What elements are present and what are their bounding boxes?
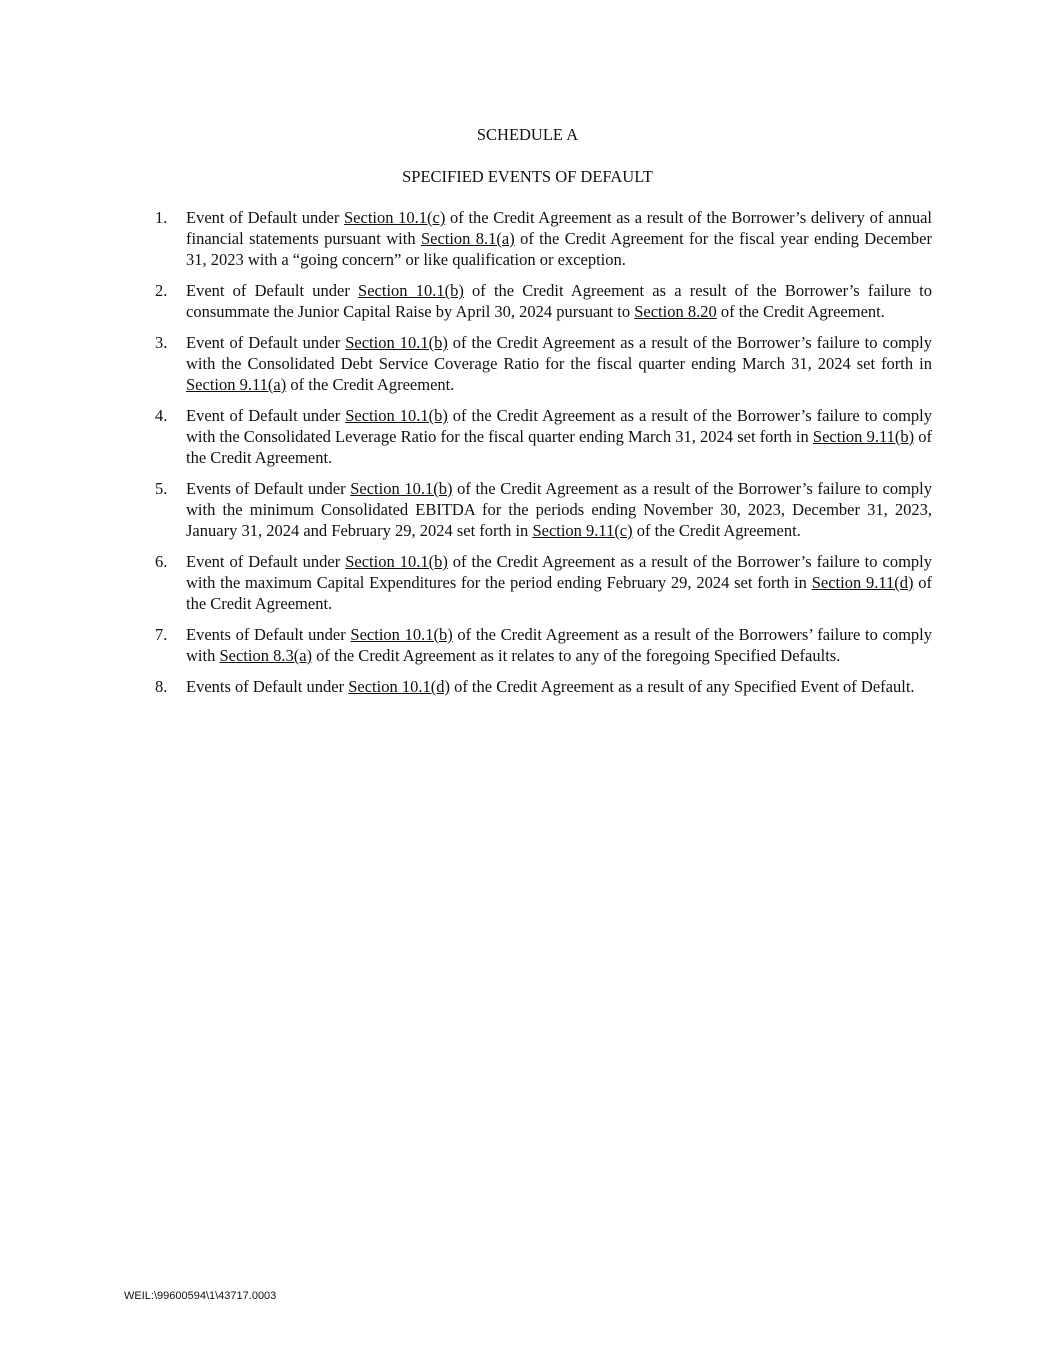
section-reference: Section 10.1(b) (350, 625, 453, 644)
item-text: Events of Default under (186, 677, 349, 696)
section-reference: Section 10.1(b) (345, 552, 448, 571)
section-title: SPECIFIED EVENTS OF DEFAULT (402, 167, 653, 186)
list-item (155, 280, 932, 322)
list-item (155, 676, 932, 697)
list-item (155, 207, 932, 270)
item-text: of the Credit Agreement as a result of the Borrower’s failure to consummate the Junior Capital Raise by April 30, 2024 pursuant to (186, 281, 932, 321)
item-text: of the Credit Agreement as a result of the Borrowers’ failure to comply with (186, 625, 933, 665)
section-reference: Section 10.1(b) (350, 479, 453, 498)
item-text: Event of Default under (186, 552, 346, 571)
item-text: of the Credit Agreement. (286, 375, 455, 394)
item-number: 7. (155, 625, 168, 644)
section-reference: Section 9.11(c) (532, 521, 633, 540)
section-reference: Section 10.1(d) (348, 677, 450, 696)
section-reference: Section 8.1(a) (420, 229, 515, 248)
item-text: of the Credit Agreement as a result of the Borrower’s failure to comply with the Consolidated Debt Service Coverage Ratio for the fiscal quarter ending March 31, 2024 set forth in (186, 333, 932, 373)
list-item (155, 551, 932, 614)
item-text: of the Credit Agreement as a result of the Borrower’s failure to comply with the Consolidated Leverage Ratio for the fiscal quarter ending March 31, 2024 set forth in (186, 406, 932, 446)
item-text: Event of Default under (186, 281, 359, 300)
document-footer-code: WEIL:\99600594\1\43717.0003 (124, 1290, 277, 1302)
list-item (155, 332, 932, 395)
events-of-default-list (155, 207, 932, 707)
list-item (155, 478, 932, 541)
item-number: 6. (155, 552, 168, 571)
list-item (155, 624, 932, 666)
schedule-title: SCHEDULE A (476, 125, 579, 144)
item-text: of the Credit Agreement as a result of the Borrower’s delivery of annual financial statements pursuant with (186, 208, 932, 248)
section-reference: Section 8.3(a) (219, 646, 313, 665)
item-text: of the Credit Agreement. (186, 573, 933, 613)
item-number: 2. (155, 281, 168, 300)
list-item (155, 405, 932, 468)
item-number: 3. (155, 333, 168, 352)
item-text: of the Credit Agreement. (632, 521, 801, 540)
item-number: 5. (155, 479, 168, 498)
item-text: of the Credit Agreement as a result of the Borrower’s failure to comply with the maximum Capital Expenditures for the period ending February 29, 2024 set forth in (186, 552, 932, 592)
item-number: 1. (155, 208, 168, 227)
item-text: of the Credit Agreement. (716, 302, 885, 321)
item-text: of the Credit Agreement as a result of the Borrower’s failure to comply with the minimum Consolidated EBITDA for the periods ending November 30, 2023, December 31, 2023, January 31, 2024 and February 29, 2024 set forth in (186, 479, 933, 540)
item-text: Event of Default under (186, 208, 344, 227)
item-text: Events of Default under (186, 479, 351, 498)
item-text: of the Credit Agreement as it relates to any of the foregoing Specified Defaults. (312, 646, 841, 665)
item-number: 8. (155, 677, 168, 696)
section-reference: Section 10.1(c) (344, 208, 446, 227)
item-text: of the Credit Agreement for the fiscal year ending December 31, 2023 with a “going concern” or like qualification or exception. (186, 229, 933, 269)
section-reference: Section 9.11(a) (186, 375, 287, 394)
section-reference: Section 10.1(b) (345, 333, 448, 352)
item-number: 4. (155, 406, 168, 425)
item-text: of the Credit Agreement as a result of any Specified Event of Default. (449, 677, 915, 696)
section-reference: Section 8.20 (634, 302, 717, 321)
item-text: Event of Default under (186, 333, 346, 352)
section-reference: Section 10.1(b) (345, 406, 448, 425)
item-text: Events of Default under (186, 625, 351, 644)
item-text: of the Credit Agreement. (186, 427, 932, 467)
item-text: Event of Default under (186, 406, 346, 425)
section-reference: Section 9.11(d) (811, 573, 914, 592)
section-reference: Section 10.1(b) (358, 281, 464, 300)
section-reference: Section 9.11(b) (812, 427, 915, 446)
